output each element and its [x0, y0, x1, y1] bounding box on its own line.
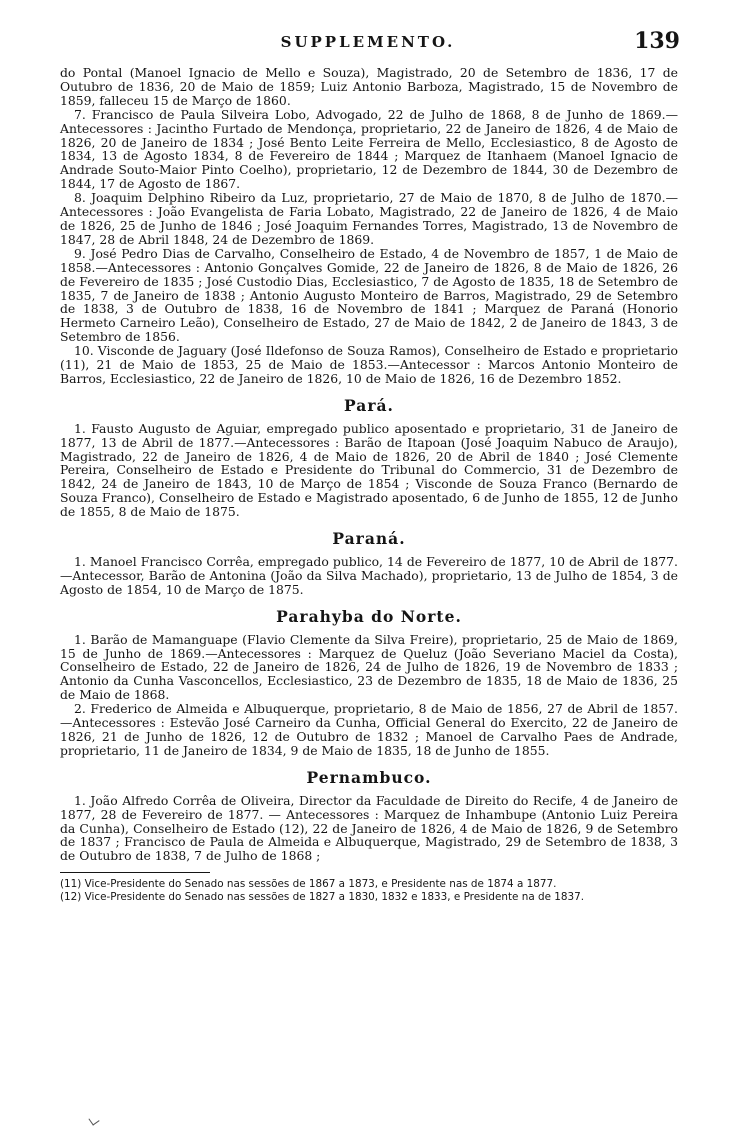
entry-paragraph: do Pontal (Manoel Ignacio de Mello e Souza), Magistrado, 20 de Setembro de 1836, 17 de Outubro de 1836, 20 de Maio de 1859; Luiz Antonio Barboza, Magistrado, 15 de Novembro de 1859, falleceu 15 de Março de 1860.	[60, 65, 678, 108]
footnote-divider	[60, 872, 210, 873]
entry-paragraph: 1. João Alfredo Corrêa de Oliveira, Director da Faculdade de Direito do Recife, 4 de Janeiro de 1877, 28 de Fevereiro de 1877. — Antecessores : Marquez de Inhambupe (Antonio Luiz Pereira da Cunha), Conselheiro de Estado (12), 22 de Janeiro de 1826, 4 de Maio de 1826, 9 de Setembro de 1837 ; Francisco de Paula de Almeida e Albuquerque, Magistrado, 29 de Setembro de 1838, 3 de Outubro de 1838, 7 de Julho de 1868 ;	[60, 792, 678, 864]
entry-paragraph: 1. Manoel Francisco Corrêa, empregado publico, 14 de Fevereiro de 1877, 10 de Abril de 1877.—Antecessor, Barão de Antonina (João da Silva Machado), proprietario, 13 de Julho de 1854, 3 de Agosto de 1854, 10 de Março de 1875.	[60, 554, 678, 597]
entry-paragraph: 2. Frederico de Almeida e Albuquerque, proprietario, 8 de Maio de 1856, 27 de Abril de 1857.—Antecessores : Estevão José Carneiro da Cunha, Official General do Exercito, 22 de Janeiro de 1826, 21 de Junho de 1826, 12 de Outubro de 1832 ; Manoel de Carvalho Paes de Andrade, proprietario, 11 de Janeiro de 1834, 9 de Maio de 1835, 18 de Junho de 1855.	[60, 701, 678, 758]
body-text	[60, 66, 678, 903]
entry-paragraph: 1. Barão de Mamanguape (Flavio Clemente da Silva Freire), proprietario, 25 de Maio de 1869, 15 de Junho de 1869.—Antecessores : Marquez de Queluz (João Severiano Maciel da Costa), Conselheiro de Estado, 22 de Janeiro de 1826, 24 de Julho de 1826, 19 de Novembro de 1833 ; Antonio da Cunha Vasconcellos, Ecclesiastico, 23 de Dezembro de 1835, 18 de Maio de 1836, 25 de Maio de 1868.	[60, 631, 678, 703]
footnote-11: (11) Vice-Presidente do Senado nas sessões de 1867 a 1873, e Presidente nas de 1874 a 1877.	[60, 878, 557, 891]
entry-paragraph: 8. Joaquim Delphino Ribeiro da Luz, proprietario, 27 de Maio de 1870, 8 de Julho de 1870.—Antecessores : João Evangelista de Faria Lobato, Magistrado, 22 de Janeiro de 1826, 4 de Maio de 1826, 25 de Junho de 1846 ; José Joaquim Fernandes Torres, Magistrado, 13 de Novembro de 1847, 28 de Abril 1848, 24 de Dezembro de 1869.	[60, 190, 678, 247]
entry-paragraph: 10. Visconde de Jaguary (José Ildefonso de Souza Ramos), Conselheiro de Estado e proprietario (11), 21 de Maio de 1853, 25 de Maio de 1853.—Antecessor : Marcos Antonio Monteiro de Barros, Ecclesiastico, 22 de Janeiro de 1826, 10 de Maio de 1826, 16 de Dezembro 1852.	[60, 343, 678, 386]
footnote-12: (12) Vice-Presidente do Senado nas sessões de 1827 a 1830, 1832 e 1833, e Presidente na de 1837.	[60, 890, 585, 903]
page-number: 139	[634, 28, 680, 54]
entry-paragraph: 7. Francisco de Paula Silveira Lobo, Advogado, 22 de Julho de 1868, 8 de Junho de 1869.—Antecessores : Jacintho Furtado de Mendonça, proprietario, 22 de Janeiro de 1826, 4 de Maio de 1826, 20 de Janeiro de 1834 ; José Bento Leite Ferreira de Mello, Ecclesiastico, 8 de Agosto de 1834, 13 de Agosto 1834, 8 de Fevereiro de 1844 ; Marquez de Itanhaem (Manoel Ignacio de Andrade Souto-Maior Pinto Coelho), proprietario, 12 de Dezembro de 1844, 30 de Dezembro de 1844, 17 de Agosto de 1867.	[60, 106, 678, 192]
section-heading-para: Pará.	[344, 395, 394, 415]
footnotes	[60, 878, 678, 903]
stray-pencil-mark	[88, 1114, 99, 1125]
section-heading-pernambuco: Pernambuco.	[306, 767, 432, 787]
section-heading-parahyba: Parahyba do Norte.	[276, 606, 462, 626]
section-heading-parana: Paraná.	[332, 529, 406, 549]
running-title: SUPPLEMENTO.	[280, 33, 456, 51]
entry-paragraph: 1. Fausto Augusto de Aguiar, empregado publico aposentado e proprietario, 31 de Janeiro de 1877, 13 de Abril de 1877.—Antecessores : Barão de Itapoan (José Joaquim Nabuco de Araujo), Magistrado, 22 de Janeiro de 1826, 4 de Maio de 1826, 20 de Abril de 1840 ; José Clemente Pereira, Conselheiro de Estado e Presidente do Tribunal do Commercio, 31 de Dezembro de 1842, 24 de Janeiro de 1843, 10 de Março de 1854 ; Visconde de Souza Franco (Bernardo de Souza Franco), Conselheiro de Estado e Magistrado aposentado, 6 de Junho de 1855, 12 de Junho de 1855, 8 de Maio de 1875.	[60, 420, 678, 520]
entry-paragraph: 9. José Pedro Dias de Carvalho, Conselheiro de Estado, 4 de Novembro de 1857, 1 de Maio de 1858.—Antecessores : Antonio Gonçalves Gomide, 22 de Janeiro de 1826, 8 de Maio de 1826, 26 de Fevereiro de 1835 ; José Custodio Dias, Ecclesiastico, 7 de Agosto de 1835, 18 de Setembro de 1835, 7 de Janeiro de 1838 ; Antonio Augusto Monteiro de Barros, Magistrado, 29 de Setembro de 1838, 3 de Outubro de 1838, 16 de Novembro de 1841 ; Marquez de Paraná (Honorio Hermeto Carneiro Leão), Conselheiro de Estado, 27 de Maio de 1842, 2 de Janeiro de 1843, 3 de Setembro de 1856.	[60, 245, 678, 345]
